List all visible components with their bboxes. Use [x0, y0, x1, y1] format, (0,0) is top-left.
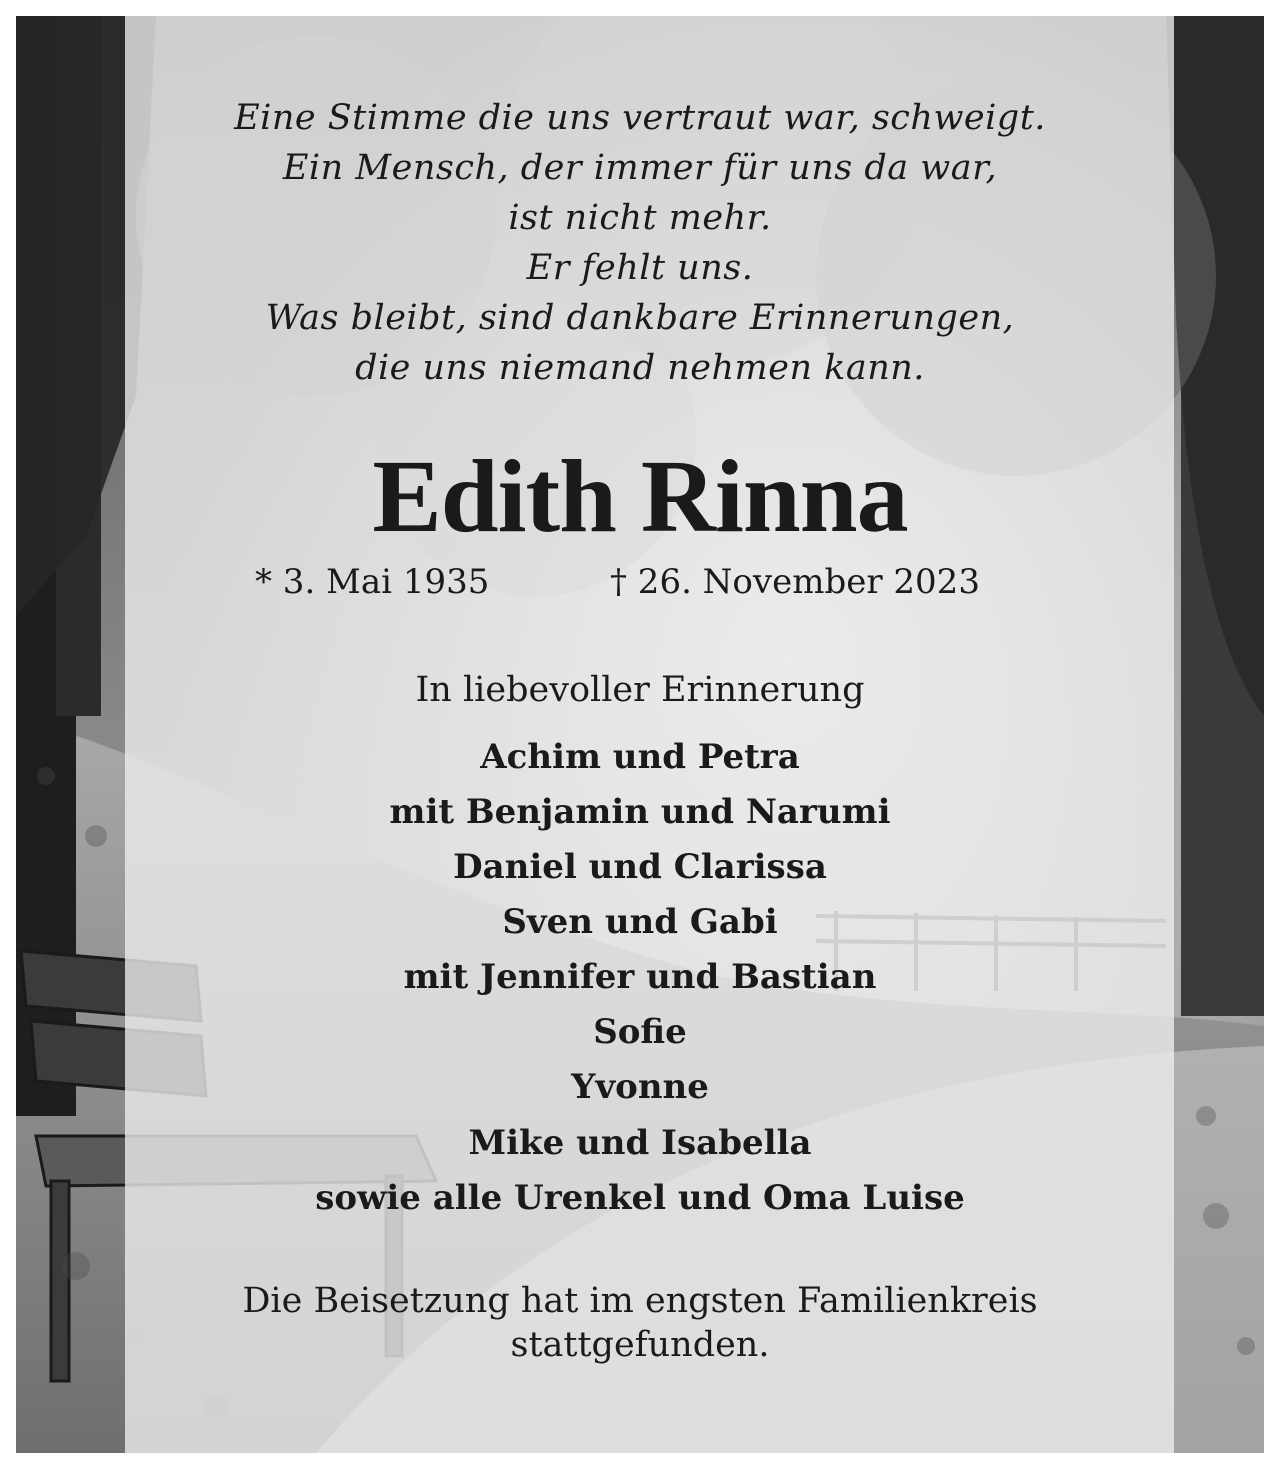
mourner-name: sowie alle Urenkel und Oma Luise	[315, 1178, 965, 1218]
mourner-name: Yvonne	[571, 1067, 709, 1107]
burial-note: Die Beisetzung hat im engsten Familienkreis	[242, 1281, 1038, 1321]
death-date: † 26. November 2023	[610, 562, 980, 602]
verse-line: Er fehlt uns.	[526, 248, 754, 288]
verse-line: Was bleibt, sind dankbare Erinnerungen,	[265, 298, 1015, 338]
mourner-name: mit Jennifer und Bastian	[403, 957, 877, 997]
mourner-name: Sven und Gabi	[502, 902, 778, 942]
deceased-name: Edith Rinna	[372, 439, 908, 554]
burial-note: stattgefunden.	[510, 1325, 770, 1365]
mourner-name: Achim und Petra	[480, 737, 800, 777]
verse-line: ist nicht mehr.	[508, 198, 772, 238]
verse-line: Ein Mensch, der immer für uns da war,	[282, 148, 998, 188]
verse-line: die uns niemand nehmen kann.	[355, 348, 925, 388]
mourner-name: Daniel und Clarissa	[453, 847, 827, 887]
verse-line: Eine Stimme die uns vertraut war, schweigt.	[234, 98, 1046, 138]
mourner-name: Mike und Isabella	[468, 1123, 812, 1163]
memory-intro: In liebevoller Erinnerung	[415, 670, 865, 710]
mourner-name: mit Benjamin und Narumi	[389, 792, 891, 832]
birth-date: * 3. Mai 1935	[255, 562, 490, 602]
mourner-name: Sofie	[593, 1012, 687, 1052]
